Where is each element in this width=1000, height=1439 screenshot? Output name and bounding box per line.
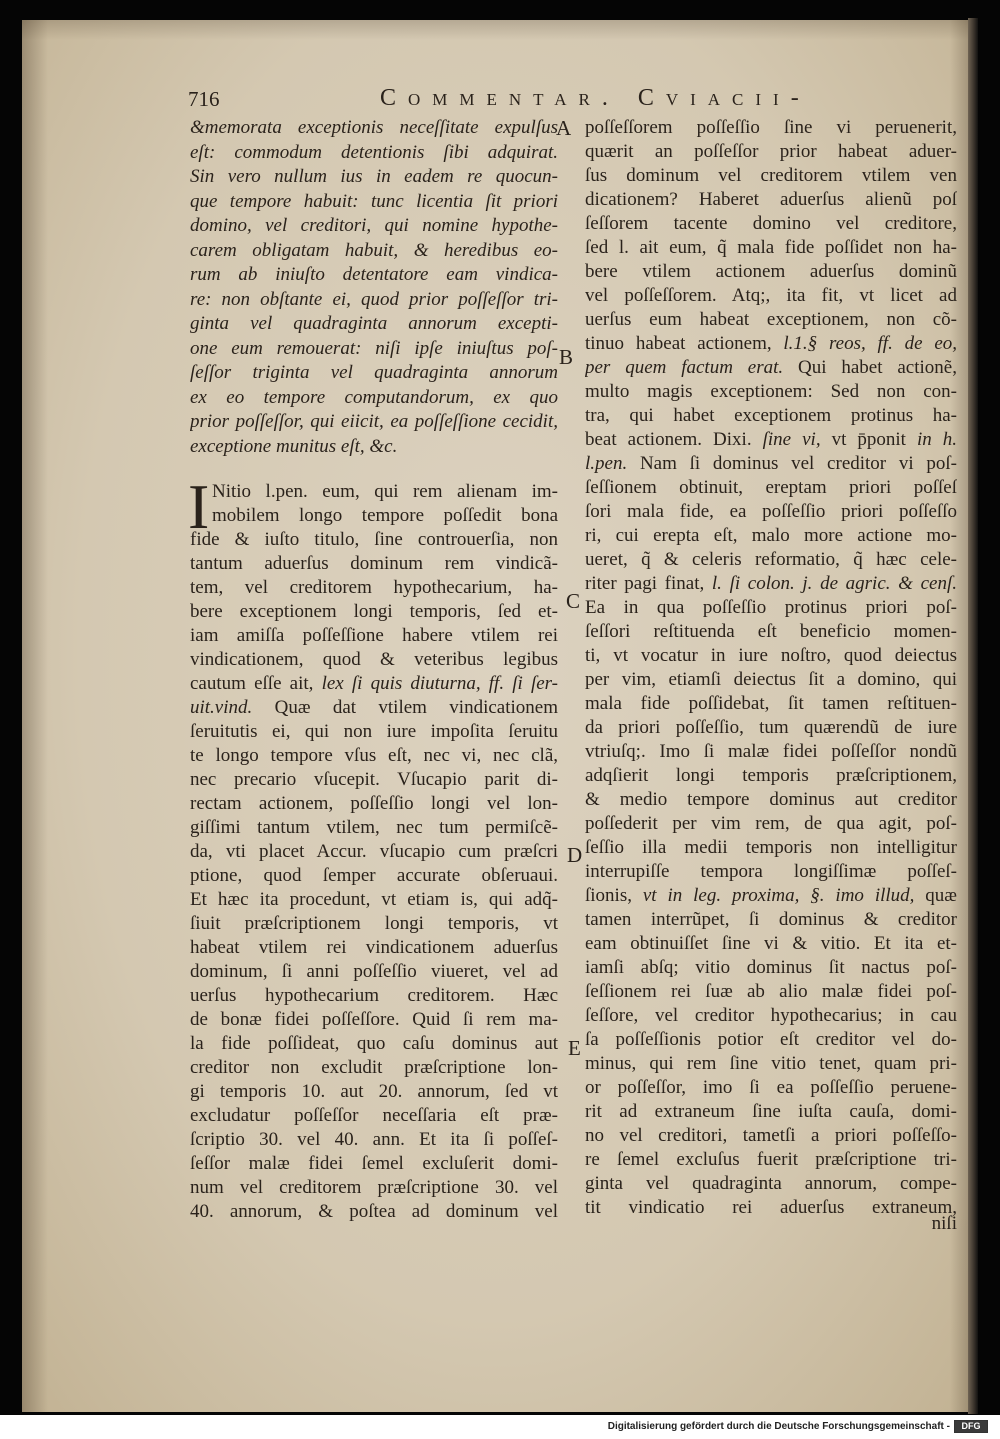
text-line: tit vindicatio rei aduerſus extraneum, [585, 1197, 957, 1218]
text-line: one eum remouerat: niſi ipſe iniuſtus poſ- [190, 337, 558, 359]
text-line: ex eo tempore computandorum, ex quo [190, 386, 558, 408]
margin-letter-b: B [559, 345, 574, 369]
text-line: ſeſſionem rei ſuæ ab alio malæ fidei poſ- [585, 981, 957, 1002]
text-segment: Nam ſi dominus vel creditor vi poſ- [627, 453, 957, 474]
left-column-text [188, 471, 558, 1224]
text-line: giſſimi tantum vtilem, nec tum permiſcẽ- [190, 817, 558, 838]
text-line: adqſierit longi temporis præſcriptionem, [585, 765, 957, 786]
drop-cap: I [188, 471, 210, 542]
text-line: vel poſſeſſorem. Atq;, ita fit, vt licet ad [585, 285, 957, 306]
text-line: rum ab iniuſto detentatore eam vindica- [190, 264, 558, 285]
text-line: ginta vel quadraginta annorum excepti- [190, 313, 558, 334]
text-segment: vt p̄ponit [820, 429, 917, 450]
text-line: iamſi abſq; vitio dominus ſit nactus poſ- [585, 957, 957, 978]
citation-text: l. ſi colon. j. de agric. & cenſ. [711, 573, 957, 594]
text-line: que tempore habuit: tunc licentia ſit priori [190, 190, 558, 212]
text-line: minus, qui rem ſine vitio tenet, quam pri- [585, 1053, 957, 1074]
text-line: ſeſſori reſtituenda eſt beneficio momen- [585, 621, 957, 642]
text-segment: tinuo habeat actionem, [585, 333, 784, 354]
text-line: carem obligatam habuit, & heredibus eo- [190, 239, 558, 261]
text-line: re: non obſtante ei, quod prior poſſeſſor tri- [190, 288, 558, 310]
margin-letter-a: A [556, 116, 572, 140]
citation-text: vt in leg. proxima, §. imo illud, [642, 885, 915, 906]
digitization-footer [0, 1415, 1000, 1439]
text-line: ti, vt vocatur in iure noſtro, quod deiectus [585, 645, 957, 666]
text-line: la fide poſſideat, quo caſu dominus aut [190, 1033, 558, 1054]
text-line [585, 356, 957, 380]
text-line: habeat vtilem rei vindicationem aduerſus [190, 937, 558, 958]
text-line: rectam actionem, poſſeſſio longi vel lon- [190, 793, 558, 814]
text-line: da, vti placet Accur. vſucapio cum præſcri [190, 841, 558, 862]
page-edge [968, 18, 978, 1414]
text-line: poſſederit per vim rem, de qua agit, poſ- [585, 813, 957, 834]
running-head: Commentar. Cviacii- [380, 85, 811, 111]
text-line [190, 672, 558, 696]
citation-text: l.pen. [585, 453, 628, 474]
text-line: ri, cui erepta eſt, malo more actione mo- [585, 525, 957, 546]
text-line: &memorata exceptionis neceſſitate expulſus [190, 117, 558, 138]
text-line: Ea in qua poſſeſſio protinus priori poſ- [585, 597, 957, 618]
text-line: tra, qui habet exceptionem protinus ha- [585, 405, 957, 426]
citation-text: uit.vind. [190, 697, 253, 718]
text-segment: Qui habet actionẽ, [783, 357, 957, 378]
text-line: exceptione munitus eſt, &c. [190, 435, 398, 457]
text-line: ſeſſorem tacente domino vel creditore, [585, 213, 957, 234]
text-line: mala fide poſſidebat, ſit tamen reſtituen- [585, 693, 957, 714]
text-line: iam amiſſa poſſeſſione habere vtilem rei [190, 625, 558, 646]
text-line: ſiuit præſcriptionem longi temporis, vt [190, 913, 558, 934]
text-line: tantum aduerſus dominum rem vindicã- [190, 553, 558, 574]
text-line: mobilem longo tempore poſſedit bona [212, 505, 558, 526]
text-line: fide & iuſto titulo, ſine controuerſia, non [190, 529, 558, 550]
text-line: num vel creditorem præſcriptione 30. vel [190, 1177, 558, 1198]
text-line: prior poſſeſſor, qui eiicit, ea poſſeſſione cecidit, [190, 411, 558, 432]
citation-text: l.1.§ reos, ff. de eo, [783, 333, 957, 354]
text-line: vindicationem, quod & veteribus legibus [190, 649, 558, 670]
margin-letter-d: D [567, 843, 583, 867]
text-line: 40. annorum, & poſtea ad dominum vel [190, 1201, 558, 1222]
text-line: ſeſſio illa medii temporis non intelligitur [585, 837, 957, 858]
text-line: ſeſſor triginta vel quadraginta annorum [190, 362, 558, 383]
citation-text: lex ſi quis diuturna, ff. ſi ſer- [321, 673, 558, 694]
text-line: dicationem? Haberet aduerſus alienũ poſ [585, 189, 957, 210]
text-segment: riter pagi finat, [585, 573, 712, 594]
text-line: re ſemel excluſus fuerit præſcriptione tri- [585, 1149, 957, 1170]
text-line: ſeſſor malæ fidei ſemel excluſerit domi- [190, 1153, 558, 1174]
text-line: gi temporis 10. aut 20. annorum, ſed vt [190, 1081, 558, 1102]
text-line: interrupiſſe tempora longiſſimæ poſſeſ- [585, 861, 957, 882]
text-line: nec precario vſucepit. Vſucapio parit di- [190, 769, 558, 790]
text-line: ſed l. ait eum, q̃ mala fide poſſidet non ha- [585, 237, 957, 258]
margin-letter-e: E [568, 1036, 581, 1060]
funding-note: Digitalisierung gefördert durch die Deutsche Forschungsgemeinschaft - [607, 1421, 950, 1432]
text-line: te longo tempore vſus eſt, nec vi, nec clã, [190, 745, 558, 766]
citation-text: per quem factum erat. [585, 357, 784, 378]
catchword: niſi [931, 1213, 957, 1234]
text-segment: beat actionem. Dixi. [585, 429, 763, 450]
text-line: da priori poſſeſſio, tum quærendũ de iure [585, 717, 957, 738]
text-line: ginta vel quadraginta annorum, compe- [585, 1173, 957, 1194]
text-line [585, 332, 957, 356]
text-line [585, 428, 957, 452]
text-line: tem, vel creditorem hypothecarium, ha- [190, 577, 558, 598]
text-segment: quæ [914, 885, 957, 906]
text-line: uerſus eum habeat exceptionem, non cõ- [585, 309, 957, 330]
text-line: rit ad extraneum ſine iuſta cauſa, domi- [585, 1101, 957, 1122]
text-line: ſcriptio 30. vel 40. ann. Et ita ſi poſſeſ- [190, 1129, 558, 1150]
text-line: creditor non excludit præſcriptione lon- [190, 1057, 558, 1078]
text-line: excludatur poſſeſſor neceſſaria eſt præ- [190, 1105, 558, 1126]
text-line: multo magis exceptionem: Sed non con- [585, 381, 957, 402]
text-line: eſt: commodum detentionis ſibi adquirat. [190, 141, 558, 163]
text-line: uerſus hypothecarium creditorem. Hæc [190, 985, 558, 1006]
citation-text: in h. [916, 429, 957, 450]
text-line [190, 696, 558, 720]
text-line: ueret, q̃ & celeris reformatio, q̃ hæc cele- [585, 549, 957, 570]
dfg-logo: DFG [954, 1420, 988, 1433]
text-line: domino, vel creditori, qui nomine hypothe- [190, 215, 558, 236]
text-line: ſus dominum vel creditorem vtilem ven [585, 165, 957, 186]
text-line: no vel creditori, tametſi a priori poſſeſſo- [585, 1125, 957, 1146]
text-line: bere exceptionem longi temporis, ſed et- [190, 601, 558, 622]
text-line: Nitio l.pen. eum, qui rem alienam im- [212, 481, 558, 502]
text-line: ſeſſore, vel creditor hypothecarius; in cau [585, 1005, 957, 1026]
text-line [585, 884, 957, 908]
text-line: ſeſſionem obtinuit, ereptam priori poſſeſ [585, 477, 957, 498]
text-line: eam obtinuiſſet ſine vi & vitio. Et ita et- [585, 933, 957, 954]
text-line: ſeruitutis ei, qui non iure impoſita ſeruitu [190, 721, 558, 742]
text-line: dominum, ſi anni poſſeſſio viueret, vel ad [190, 961, 558, 982]
text-segment: Quæ dat vtilem vindicationem [252, 697, 558, 718]
text-line [585, 452, 957, 476]
text-segment: ſionis, [585, 885, 643, 906]
text-line [585, 572, 957, 596]
page-number: 716 [188, 87, 220, 111]
text-line: vtriuſq;. Imo ſi malæ fidei poſſeſſor nondũ [585, 741, 957, 762]
text-line: ptione, quod ſemper accurate obſeruaui. [190, 865, 558, 886]
text-line: poſſeſſorem poſſeſſio ſine vi peruenerit, [585, 117, 957, 138]
text-line: Sin vero nullum ius in eadem re quocun- [190, 166, 558, 187]
italic-passage [190, 116, 558, 459]
text-line: bere vtilem actionem aduerſus dominũ [585, 261, 957, 282]
text-line: Et hæc ita procedunt, vt etiam is, qui adq̃- [190, 889, 558, 910]
text-line: or poſſeſſor, imo ſi ea poſſeſſio peruene- [585, 1077, 957, 1098]
text-line: ſa poſſeſſionis potior eſt creditor vel do- [585, 1029, 957, 1050]
text-line: ſori mala fide, ea poſſeſſio priori poſſeſſo [585, 501, 957, 522]
margin-letter-c: C [566, 589, 581, 613]
text-segment: cautum eſſe ait, [190, 673, 322, 694]
text-line: per vim, etiamſi deiectus ſit a domino, qui [585, 669, 957, 690]
text-line: de bonæ fidei poſſeſſore. Quid ſi rem ma- [190, 1009, 558, 1030]
text-line: tamen interrũpet, ſi dominus & creditor [585, 909, 957, 930]
citation-text: ſine vi, [762, 429, 821, 450]
right-column-text [585, 116, 957, 1220]
text-line: quærit an poſſeſſor prior habeat aduer- [585, 141, 957, 162]
text-line: & medio tempore dominus aut creditor [585, 789, 957, 810]
